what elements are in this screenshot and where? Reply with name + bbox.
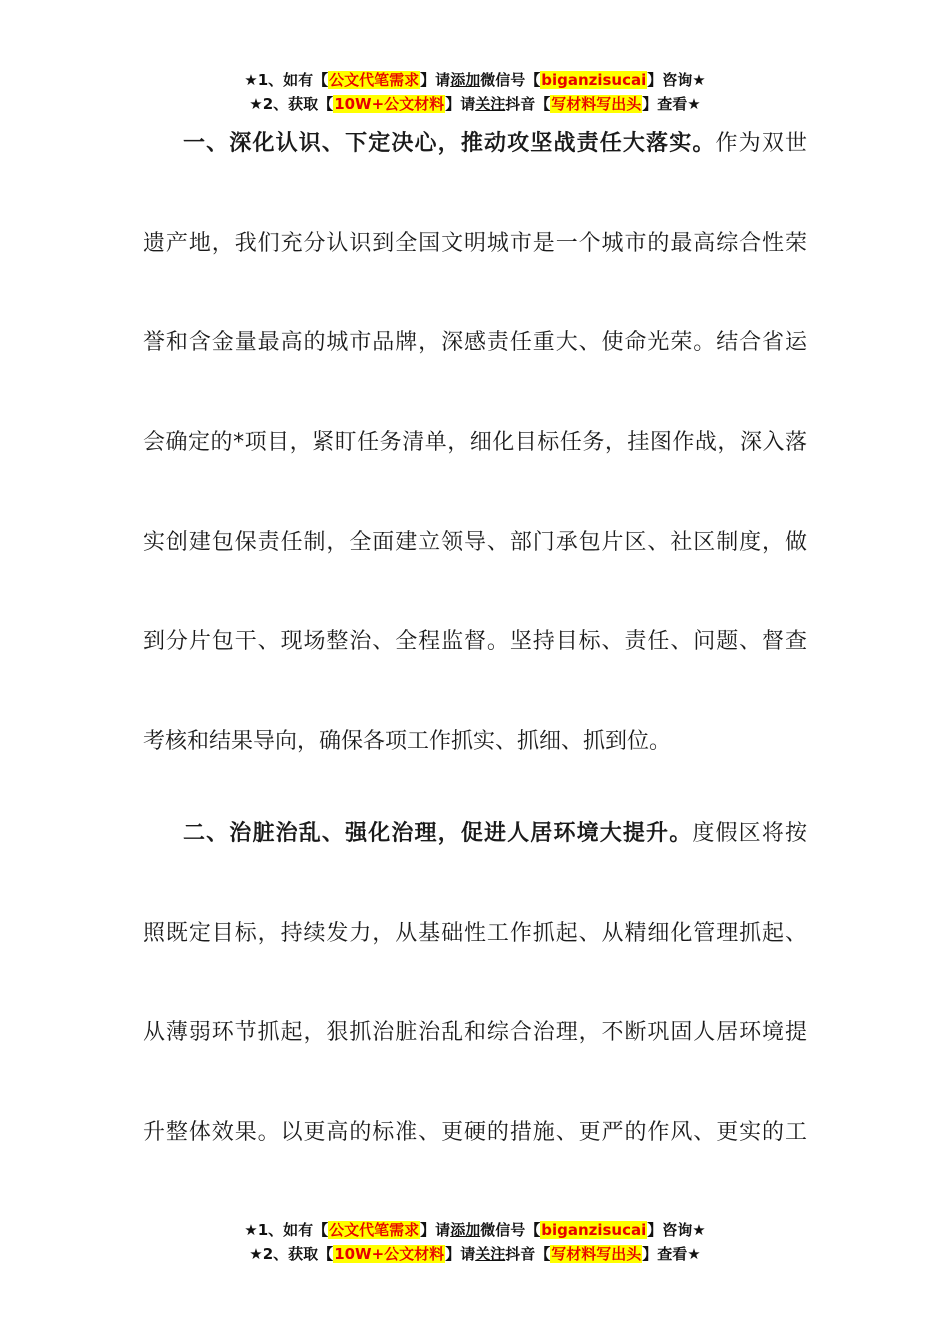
banner-text: ★1、如有【: [244, 1221, 329, 1239]
banner-text: 】咨询★: [647, 71, 706, 89]
paragraph-line: [143, 124, 807, 224]
highlight-wechat-id: biganzisucai: [541, 71, 647, 89]
highlight-douyin-account: 写材料写出头: [551, 1245, 642, 1263]
paragraph-line: 遗产地，我们充分认识到全国文明城市是一个城市的最高综合性荣: [143, 230, 807, 256]
paragraph-line: 实创建包保责任制，全面建立领导、部门承包片区、社区制度，做: [143, 529, 807, 555]
highlight-materials: 10W+公文材料: [334, 1245, 445, 1263]
paragraph-line: 照既定目标，持续发力，从基础性工作抓起、从精细化管理抓起、: [143, 920, 807, 946]
section-heading: 二、治脏治乱、强化治理，促进人居环境大提升。: [183, 821, 693, 846]
banner-text: 微信号【: [480, 1221, 541, 1239]
paragraph-text: 作为双世: [715, 131, 807, 156]
paragraph-section-2: [143, 814, 807, 1213]
banner-text: 抖音【: [505, 1245, 551, 1263]
banner-line-1: [0, 68, 950, 92]
section-heading: 一、深化认识、下定决心，推动攻坚战责任大落实。: [183, 131, 716, 156]
paragraph-line: 从薄弱环节抓起，狠抓治脏治乱和综合治理，不断巩固人居环境提: [143, 1020, 807, 1046]
highlight-service: 公文代笔需求: [329, 71, 420, 89]
paragraph-line: [143, 814, 807, 914]
paragraph-section-1: [143, 124, 807, 822]
banner-line-2: [0, 1242, 950, 1266]
banner-line-2: [0, 92, 950, 116]
banner-text: 抖音【: [505, 95, 551, 113]
paragraph-line: 会确定的*项目，紧盯任务清单，细化目标任务，挂图作战，深入落: [143, 430, 807, 456]
banner-text: 】请: [420, 71, 451, 89]
banner-text: ★2、获取【: [249, 1245, 334, 1263]
highlight-service: 公文代笔需求: [329, 1221, 420, 1239]
banner-text: 】咨询★: [647, 1221, 706, 1239]
banner-text: 】请: [420, 1221, 451, 1239]
banner-text: 】查看★: [642, 1245, 701, 1263]
paragraph-line: 升整体效果。以更高的标准、更硬的措施、更严的作风、更实的工: [143, 1120, 807, 1146]
header-banner: [0, 68, 950, 116]
underline-follow: 关注: [475, 95, 506, 113]
banner-text: 】请: [445, 1245, 476, 1263]
paragraph-line: 考核和结果导向，确保各项工作抓实、抓细、抓到位。: [143, 729, 672, 755]
banner-text: ★2、获取【: [249, 95, 334, 113]
underline-add: 添加: [450, 71, 481, 89]
highlight-douyin-account: 写材料写出头: [551, 95, 642, 113]
underline-add: 添加: [450, 1221, 481, 1239]
highlight-materials: 10W+公文材料: [334, 95, 445, 113]
underline-follow: 关注: [475, 1245, 506, 1263]
highlight-wechat-id: biganzisucai: [541, 1221, 647, 1239]
paragraph-line: 誉和含金量最高的城市品牌，深感责任重大、使命光荣。结合省运: [143, 330, 807, 356]
footer-banner: [0, 1218, 950, 1266]
banner-text: 微信号【: [480, 71, 541, 89]
banner-line-1: [0, 1218, 950, 1242]
banner-text: ★1、如有【: [244, 71, 329, 89]
banner-text: 】请: [445, 95, 476, 113]
paragraph-line: 到分片包干、现场整治、全程监督。坚持目标、责任、问题、督查: [143, 629, 807, 655]
paragraph-text: 度假区将按: [692, 821, 807, 846]
banner-text: 】查看★: [642, 95, 701, 113]
